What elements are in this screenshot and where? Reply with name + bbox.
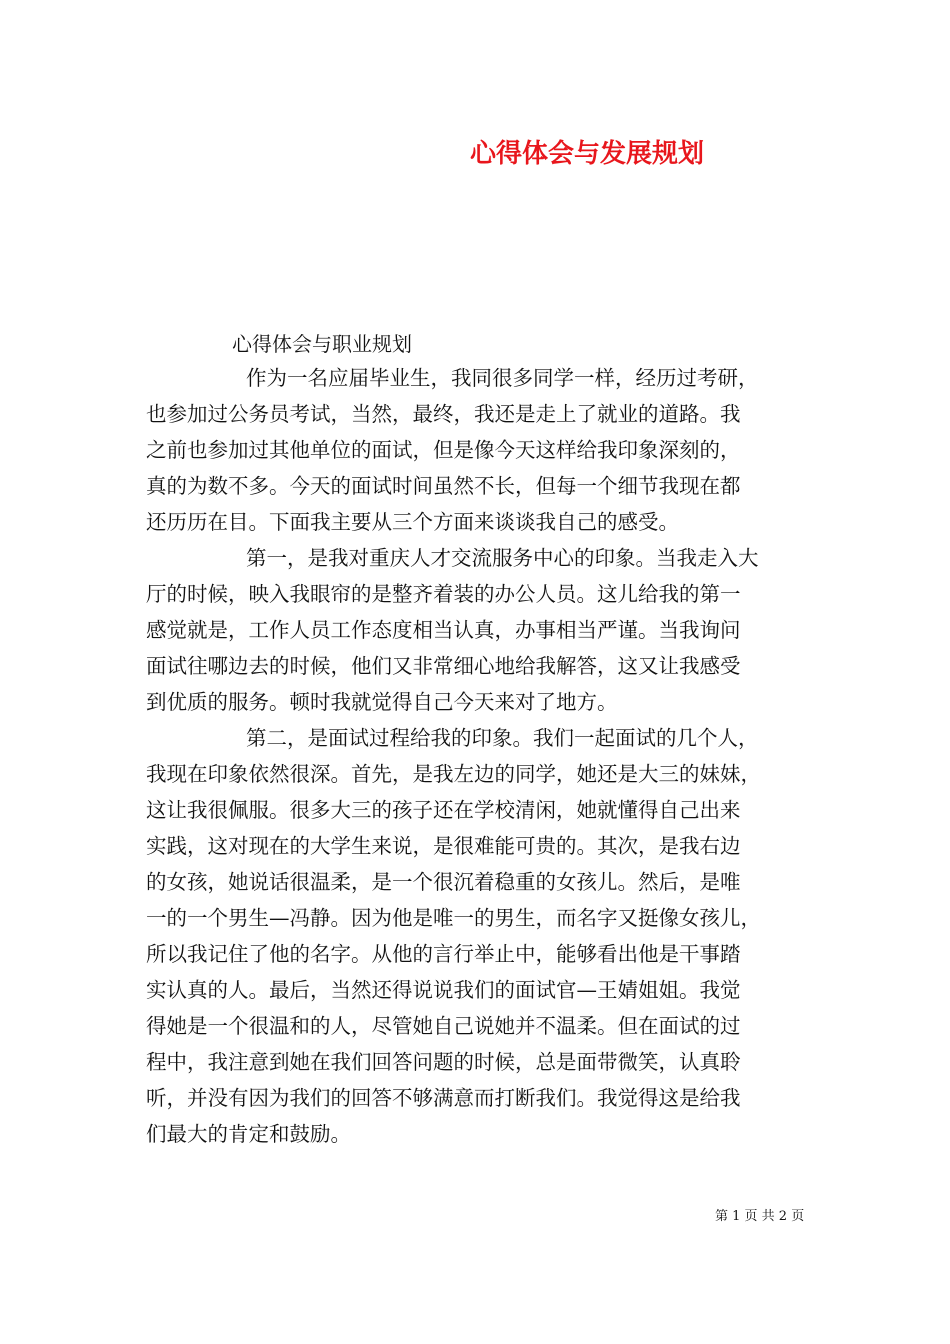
body-text-line: 之前也参加过其他单位的面试，但是像今天这样给我印象深刻的， bbox=[146, 438, 741, 462]
document-body bbox=[146, 360, 809, 1152]
body-text-line: 第一，是我对重庆人才交流服务中心的印象。当我走入大 bbox=[246, 546, 759, 570]
body-text-line: 一的一个男生—冯静。因为他是唯一的男生，而名字又挺像女孩儿， bbox=[146, 906, 761, 930]
body-text-line: 还历历在目。下面我主要从三个方面来谈谈我自己的感受。 bbox=[146, 510, 679, 534]
body-text-line: 实认真的人。最后，当然还得说说我们的面试官—王婧姐姐。我觉 bbox=[146, 978, 741, 1002]
body-text-line: 面试往哪边去的时候，他们又非常细心地给我解答，这又让我感受 bbox=[146, 654, 741, 678]
body-text-line: 也参加过公务员考试，当然，最终，我还是走上了就业的道路。我 bbox=[146, 402, 741, 426]
body-text-line: 这让我很佩服。很多大三的孩子还在学校清闲，她就懂得自己出来 bbox=[146, 798, 741, 822]
body-text-line: 实践，这对现在的大学生来说，是很难能可贵的。其次，是我右边 bbox=[146, 834, 741, 858]
document-title: 心得体会与发展规划 bbox=[470, 139, 705, 169]
body-text-line: 到优质的服务。顿时我就觉得自己今天来对了地方。 bbox=[146, 690, 618, 714]
document-subtitle: 心得体会与职业规划 bbox=[232, 332, 412, 356]
body-text-line: 真的为数不多。今天的面试时间虽然不长，但每一个细节我现在都 bbox=[146, 474, 741, 498]
body-text-line: 程中，我注意到她在我们回答问题的时候，总是面带微笑，认真聆 bbox=[146, 1050, 741, 1074]
body-text-line: 厅的时候，映入我眼帘的是整齐着装的办公人员。这儿给我的第一 bbox=[146, 582, 741, 606]
body-text-line: 们最大的肯定和鼓励。 bbox=[146, 1122, 351, 1146]
body-text-line: 感觉就是，工作人员工作态度相当认真，办事相当严谨。当我询问 bbox=[146, 618, 741, 642]
body-text-line: 得她是一个很温和的人，尽管她自己说她并不温柔。但在面试的过 bbox=[146, 1014, 741, 1038]
body-text-line: 所以我记住了他的名字。从他的言行举止中，能够看出他是干事踏 bbox=[146, 942, 741, 966]
page-number-footer: 第 1 页 共 2 页 bbox=[715, 1209, 805, 1224]
body-text-line: 听，并没有因为我们的回答不够满意而打断我们。我觉得这是给我 bbox=[146, 1086, 741, 1110]
body-text-line: 的女孩，她说话很温柔，是一个很沉着稳重的女孩儿。然后，是唯 bbox=[146, 870, 741, 894]
body-text-line: 第二，是面试过程给我的印象。我们一起面试的几个人， bbox=[246, 726, 759, 750]
body-text-line: 作为一名应届毕业生，我同很多同学一样，经历过考研， bbox=[246, 366, 759, 390]
body-text-line: 我现在印象依然很深。首先，是我左边的同学，她还是大三的妹妹， bbox=[146, 762, 761, 786]
